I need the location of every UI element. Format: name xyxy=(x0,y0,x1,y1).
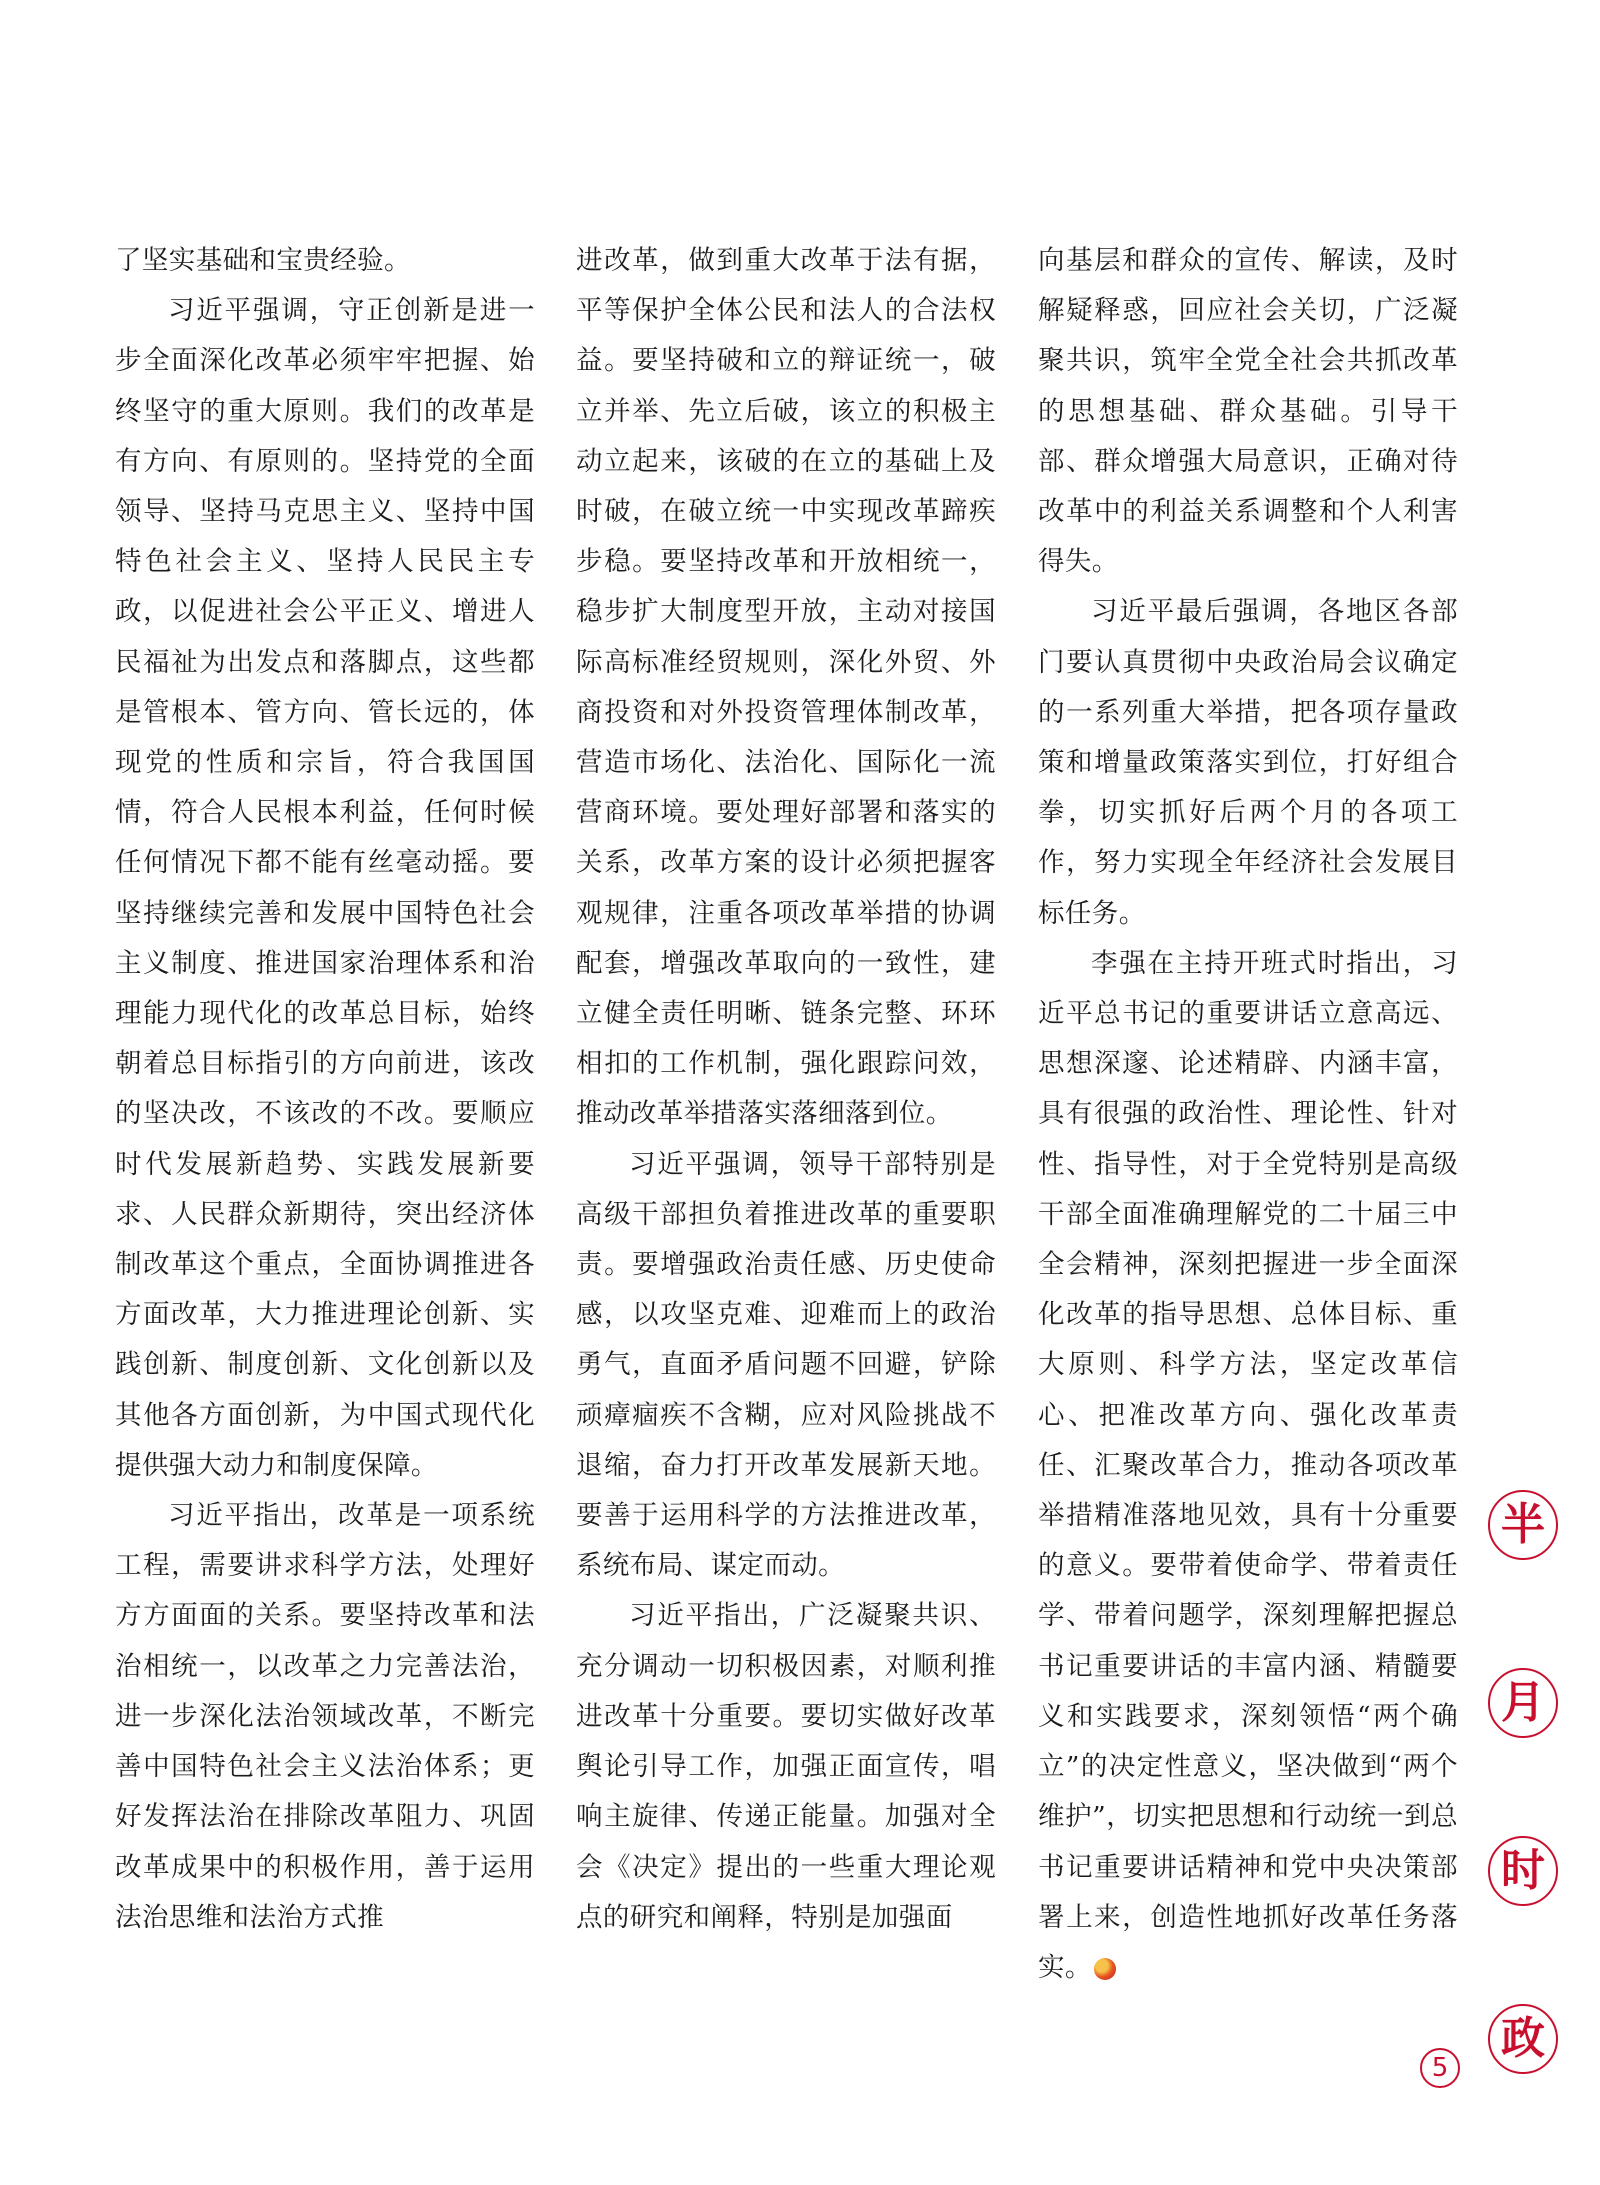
paragraph: 进改革，做到重大改革于法有据，平等保护全体公民和法人的合法权益。要坚持破和立的辩证统一，破立并举、先立后破，该立的积极主动立起来，该破的在立的基础上及时破，在破立统一中实现改革蹄疾步稳。要坚持改革和开放相统一，稳步扩大制度型开放，主动对接国际高标准经贸规则，深化外贸、外商投资和对外投资管理体制改革，营造市场化、法治化、国际化一流营商环境。要处理好部署和落实的关系，改革方案的设计必须把握客观规律，注重各项改革举措的协调配套，增强改革取向的一致性，建立健全责任明晰、链条完整、环环相扣的工作机制，强化跟踪问效，推动改革举措落实落细落到位。 xyxy=(576,245,996,1130)
section-title-char: 月 xyxy=(1488,1668,1558,1738)
paragraph: 习近平强调，领导干部特别是高级干部担负着推进改革的重要职责。要增强政治责任感、历史使命感，以攻坚克难、迎难而上的政治勇气，直面矛盾问题不回避，铲除顽瘴痼疾不含糊，应对风险挑战不退缩，奋力打开改革发展新天地。要善于运用科学的方法推进改革，系统布局、谋定而动。 xyxy=(576,1148,996,1582)
swirl-logo-icon xyxy=(1094,1958,1116,1980)
paragraph: 向基层和群众的宣传、解读，及时解疑释惑，回应社会关切，广泛凝聚共识，筑牢全党全社会共抓改革的思想基础、群众基础。引导干部、群众增强大局意识，正确对待改革中的利益关系调整和个人利害得失。 xyxy=(1038,245,1458,578)
paragraph: 习近平强调，守正创新是进一步全面深化改革必须牢牢把握、始终坚守的重大原则。我们的改革是有方向、有原则的。坚持党的全面领导、坚持马克思主义、坚持中国特色社会主义、坚持人民民主专政，以促进社会公平正义、增进人民福祉为出发点和落脚点，这些都是管根本、管方向、管长远的，体现党的性质和宗旨，符合我国国情，符合人民根本利益，任何时候任何情况下都不能有丝毫动摇。要坚持继续完善和发展中国特色社会主义制度、推进国家治理体系和治理能力现代化的改革总目标，始终朝着总目标指引的方向前进，该改的坚决改，不该改的不改。要顺应时代发展新趋势、实践发展新要求、人民群众新期待，突出经济体制改革这个重点，全面协调推进各方面改革，大力推进理论创新、实践创新、制度创新、文化创新以及其他各方面创新，为中国式现代化提供强大动力和制度保障。 xyxy=(115,295,535,1481)
text-column-2 xyxy=(576,236,996,1943)
paragraph: 习近平指出，改革是一项系统工程，需要讲求科学方法，处理好方方面面的关系。要坚持改革和法治相统一，以改革之力完善法治，进一步深化法治领域改革，不断完善中国特色社会主义法治体系；更好发挥法治在排除改革阻力、巩固改革成果中的积极作用，善于运用法治思维和法治方式推 xyxy=(115,1500,535,1933)
section-title-char: 时 xyxy=(1488,1836,1558,1906)
paragraph: 习近平最后强调，各地区各部门要认真贯彻中央政治局会议确定的一系列重大举措，把各项存量政策和增量政策落实到位，打好组合拳，切实抓好后两个月的各项工作，努力实现全年经济社会发展目标任务。 xyxy=(1038,596,1458,929)
text-column-1 xyxy=(115,236,535,1943)
section-title-char: 政 xyxy=(1488,2004,1558,2074)
paragraph: 了坚实基础和宝贵经验。 xyxy=(115,245,411,276)
text-column-3 xyxy=(1038,236,1458,1993)
last-paragraph xyxy=(1038,939,1458,1993)
paragraph: 习近平指出，广泛凝聚共识、充分调动一切积极因素，对顺利推进改革十分重要。要切实做好改革舆论引导工作，加强正面宣传，唱响主旋律、传递正能量。加强对全会《决定》提出的一些重大理论观点的研究和阐释，特别是加强面 xyxy=(576,1600,996,1933)
page-number: 5 xyxy=(1420,2048,1460,2088)
paragraph-text: 李强在主持开班式时指出，习近平总书记的重要讲话立意高远、思想深邃、论述精辟、内涵丰富，具有很强的政治性、理论性、针对性、指导性，对于全党特别是高级干部全面准确理解党的二十届三中全会精神，深刻把握进一步全面深化改革的指导思想、总体目标、重大原则、科学方法，坚定改革信心、把准改革方向、强化改革责任、汇聚改革合力，推动各项改革举措精准落地见效，具有十分重要的意义。要带着使命学、带着责任学、带着问题学，深刻理解把握总书记重要讲话的丰富内涵、精髓要义和实践要求，深刻领悟“两个确立”的决定性意义，坚决做到“两个维护”，切实把思想和行动统一到总书记重要讲话精神和党中央决策部署上来，创造性地抓好改革任务落实。 xyxy=(1038,947,1458,1983)
section-title-char: 半 xyxy=(1488,1490,1558,1560)
